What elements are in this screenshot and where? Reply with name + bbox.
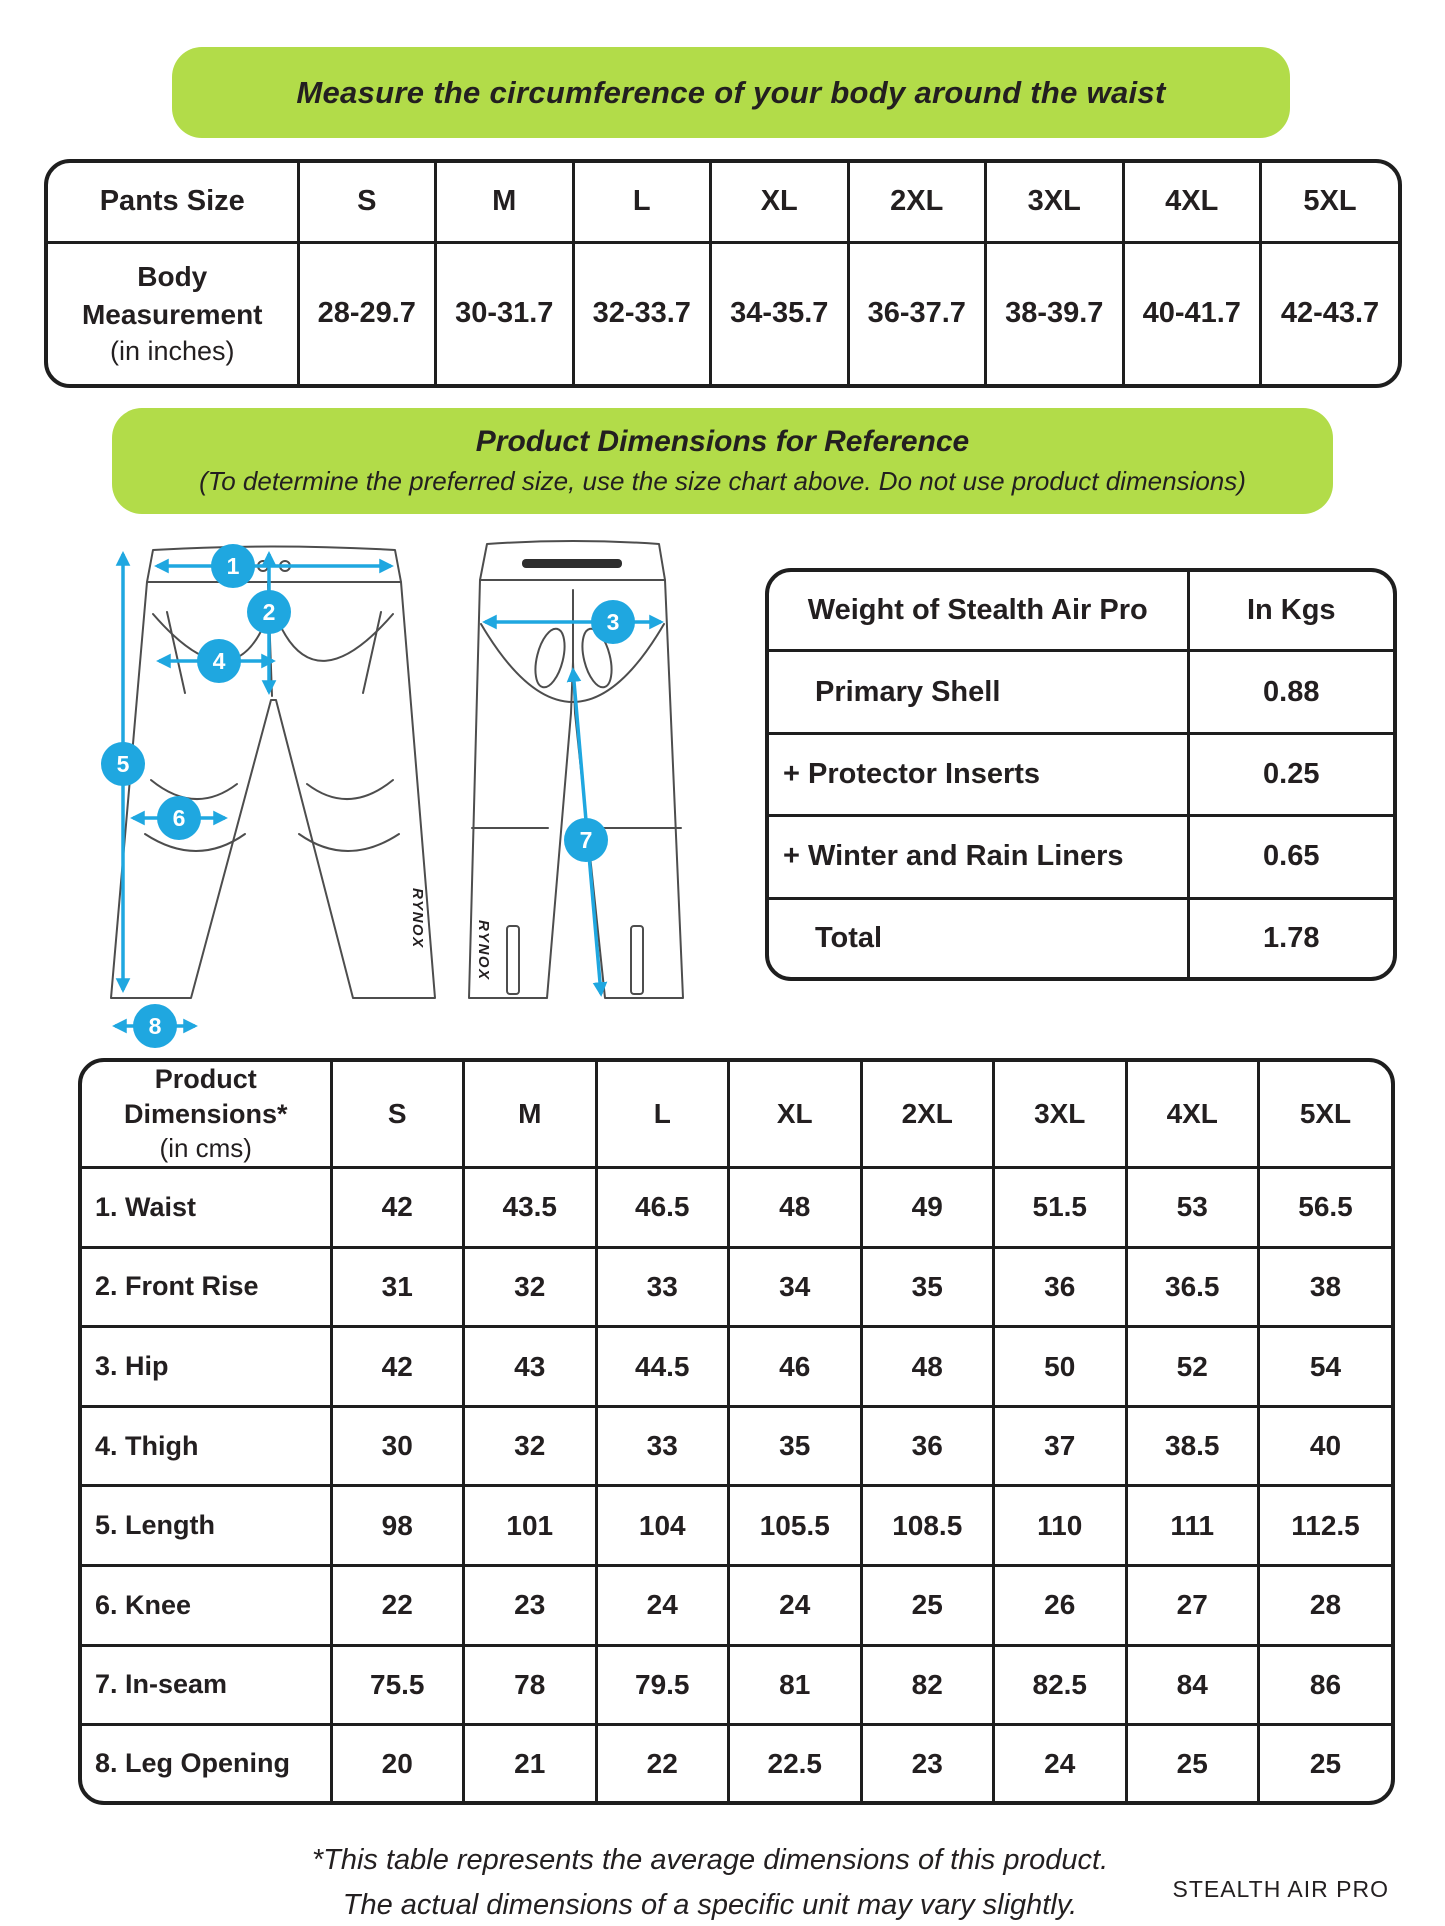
weight-row-label: + Winter and Rain Liners (769, 816, 1188, 898)
marker-4-number: 4 (212, 648, 226, 674)
dimension-value: 105.5 (729, 1486, 862, 1566)
size-column-header: 3XL (986, 163, 1124, 242)
weight-row-label: Total (769, 898, 1188, 977)
size-column-header: XL (711, 163, 849, 242)
dimension-row (82, 1406, 1391, 1486)
product-dimensions-banner (112, 408, 1333, 514)
marker-6-number: 6 (172, 805, 186, 831)
dimension-value: 53 (1126, 1167, 1259, 1247)
dimensions-header-row (82, 1062, 1391, 1167)
dimension-value: 42 (331, 1327, 464, 1407)
dimension-row-label: 7. In-seam (82, 1645, 331, 1725)
dimension-value: 112.5 (1259, 1486, 1392, 1566)
size-column-header: 2XL (848, 163, 986, 242)
dimension-value: 56.5 (1259, 1167, 1392, 1247)
dimension-value: 37 (994, 1406, 1127, 1486)
dimension-value: 32 (464, 1406, 597, 1486)
weight-header-row (769, 572, 1393, 651)
dimension-row-label: 6. Knee (82, 1566, 331, 1646)
body-measurement-label (48, 242, 298, 384)
dimension-value: 34 (729, 1247, 862, 1327)
body-measurement-label-line3: (in inches) (109, 336, 235, 367)
dimension-size-header: L (596, 1062, 729, 1167)
dimension-row-label: 3. Hip (82, 1327, 331, 1407)
dimension-value: 35 (861, 1247, 994, 1327)
weight-row-protector-inserts (769, 733, 1393, 815)
rynox-logo-front: RYNOX (409, 888, 426, 949)
size-column-header: M (436, 163, 574, 242)
measure-marker-5 (101, 742, 145, 786)
back-measure-arrows (485, 622, 661, 994)
weight-row-winter-rain-liners (769, 816, 1393, 898)
body-measurement-value: 34-35.7 (711, 242, 849, 384)
dimension-value: 81 (729, 1645, 862, 1725)
weight-row-primary-shell (769, 651, 1393, 733)
measure-marker-8 (133, 1004, 177, 1048)
dimension-value: 86 (1259, 1645, 1392, 1725)
dimension-value: 32 (464, 1247, 597, 1327)
dimension-size-header: 2XL (861, 1062, 994, 1167)
dimension-value: 24 (994, 1725, 1127, 1801)
dimension-size-header: 3XL (994, 1062, 1127, 1167)
dimension-value: 21 (464, 1725, 597, 1801)
dimension-value: 78 (464, 1645, 597, 1725)
dimension-value: 50 (994, 1327, 1127, 1407)
dimension-value: 110 (994, 1486, 1127, 1566)
dimension-value: 75.5 (331, 1645, 464, 1725)
marker-3-number: 3 (606, 609, 620, 635)
measure-marker-2 (247, 590, 291, 634)
weight-row-value: 0.65 (1188, 816, 1393, 898)
weight-row-total (769, 898, 1393, 977)
weight-row-label: + Protector Inserts (769, 733, 1188, 815)
dimension-row-label: 4. Thigh (82, 1406, 331, 1486)
dimension-value: 111 (1126, 1486, 1259, 1566)
dimension-value: 52 (1126, 1327, 1259, 1407)
dimension-value: 40 (1259, 1406, 1392, 1486)
dimension-size-header: 5XL (1259, 1062, 1392, 1167)
body-measurement-value: 38-39.7 (986, 242, 1124, 384)
rynox-logo-back: RYNOX (475, 920, 492, 981)
marker-1-number: 1 (226, 553, 240, 579)
weight-row-value: 0.88 (1188, 651, 1393, 733)
dimension-value: 98 (331, 1486, 464, 1566)
dimensions-header-line1: Product Dimensions* (123, 1064, 288, 1130)
size-column-header: 5XL (1261, 163, 1399, 242)
measure-marker-7 (564, 818, 608, 862)
product-dimensions-subtitle: (To determine the preferred size, use the size chart above. Do not use product dimensions) (199, 466, 1246, 496)
dimension-value: 42 (331, 1167, 464, 1247)
dimension-value: 24 (729, 1566, 862, 1646)
marker-8-number: 8 (148, 1013, 162, 1039)
weight-header-unit: In Kgs (1188, 572, 1393, 651)
weight-row-value: 0.25 (1188, 733, 1393, 815)
weight-table (765, 568, 1397, 981)
product-dimensions-title: Product Dimensions for Reference (475, 425, 970, 458)
dimension-value: 24 (596, 1566, 729, 1646)
body-measurement-value: 36-37.7 (848, 242, 986, 384)
size-column-header: 4XL (1123, 163, 1261, 242)
dimension-value: 48 (861, 1327, 994, 1407)
dimension-size-header: M (464, 1062, 597, 1167)
dimension-value: 22 (596, 1725, 729, 1801)
dimension-value: 46 (729, 1327, 862, 1407)
dimension-value: 36.5 (1126, 1247, 1259, 1327)
dimension-value: 79.5 (596, 1645, 729, 1725)
dimension-row (82, 1247, 1391, 1327)
measure-instruction-text: Measure the circumference of your body around the waist (296, 74, 1166, 110)
dimension-value: 82 (861, 1645, 994, 1725)
dimension-value: 25 (861, 1566, 994, 1646)
body-measurement-label-line2: Measurement (81, 298, 263, 330)
dimension-value: 51.5 (994, 1167, 1127, 1247)
dimension-value: 49 (861, 1167, 994, 1247)
dimension-value: 46.5 (596, 1167, 729, 1247)
dimension-value: 48 (729, 1167, 862, 1247)
dimension-value: 43 (464, 1327, 597, 1407)
dimension-value: 33 (596, 1247, 729, 1327)
measure-instruction-banner (172, 47, 1290, 138)
dimension-value: 28 (1259, 1566, 1392, 1646)
footer-note-line1: *This table represents the average dimensions of this product. (311, 1844, 1109, 1876)
measure-marker-6 (157, 796, 201, 840)
dimension-value: 54 (1259, 1327, 1392, 1407)
marker-5-number: 5 (116, 751, 130, 777)
dimension-row-label: 1. Waist (82, 1167, 331, 1247)
dimension-value: 82.5 (994, 1645, 1127, 1725)
weight-header-label: Weight of Stealth Air Pro (769, 572, 1188, 651)
pants-back-diagram (455, 528, 750, 1052)
dimension-value: 20 (331, 1725, 464, 1801)
marker-7-number: 7 (579, 827, 593, 853)
size-column-header: L (573, 163, 711, 242)
dimension-value: 44.5 (596, 1327, 729, 1407)
body-measurement-value: 42-43.7 (1261, 242, 1399, 384)
dimension-value: 43.5 (464, 1167, 597, 1247)
measure-marker-4 (197, 639, 241, 683)
dimension-row-label: 2. Front Rise (82, 1247, 331, 1327)
dimension-value: 38 (1259, 1247, 1392, 1327)
dimension-row (82, 1725, 1391, 1801)
dimension-row (82, 1566, 1391, 1646)
dimension-value: 36 (994, 1247, 1127, 1327)
dimension-size-header: 4XL (1126, 1062, 1259, 1167)
size-chart-header-row (48, 163, 1398, 242)
dimension-row-label: 8. Leg Opening (82, 1725, 331, 1801)
dimension-value: 31 (331, 1247, 464, 1327)
measure-marker-3 (591, 600, 635, 644)
pants-size-header: Pants Size (48, 163, 298, 242)
dimension-value: 35 (729, 1406, 862, 1486)
dimension-value: 22.5 (729, 1725, 862, 1801)
dimension-size-header: S (331, 1062, 464, 1167)
body-measurement-value: 32-33.7 (573, 242, 711, 384)
pants-front-diagram (95, 528, 445, 1052)
footer-note-line2: The actual dimensions of a specific unit may vary slightly. (342, 1888, 1078, 1921)
dimension-value: 26 (994, 1566, 1127, 1646)
product-name: STEALTH AIR PRO (1172, 1876, 1389, 1902)
dimension-row (82, 1645, 1391, 1725)
dimension-value: 38.5 (1126, 1406, 1259, 1486)
dimension-value: 84 (1126, 1645, 1259, 1725)
dimension-value: 108.5 (861, 1486, 994, 1566)
measure-marker-1 (211, 544, 255, 588)
dimension-value: 101 (464, 1486, 597, 1566)
body-measurement-label-line1: Body (137, 260, 208, 292)
body-measurement-row (48, 242, 1398, 384)
dimension-value: 104 (596, 1486, 729, 1566)
dimensions-header-label (82, 1062, 331, 1167)
dimension-value: 23 (464, 1566, 597, 1646)
pants-back-outline (469, 541, 683, 998)
dimension-row (82, 1327, 1391, 1407)
body-size-chart-table (44, 159, 1402, 388)
dimension-value: 27 (1126, 1566, 1259, 1646)
marker-2-number: 2 (262, 599, 276, 625)
dimension-value: 22 (331, 1566, 464, 1646)
dimension-size-header: XL (729, 1062, 862, 1167)
body-measurement-value: 40-41.7 (1123, 242, 1261, 384)
dimension-row-label: 5. Length (82, 1486, 331, 1566)
dimension-value: 33 (596, 1406, 729, 1486)
dimension-value: 25 (1126, 1725, 1259, 1801)
dimension-value: 30 (331, 1406, 464, 1486)
product-dimensions-table (78, 1058, 1395, 1805)
weight-row-label: Primary Shell (769, 651, 1188, 733)
dimensions-header-line2: (in cms) (159, 1133, 252, 1164)
size-column-header: S (298, 163, 436, 242)
dimension-value: 23 (861, 1725, 994, 1801)
dimension-row (82, 1167, 1391, 1247)
weight-row-value: 1.78 (1188, 898, 1393, 977)
body-measurement-value: 30-31.7 (436, 242, 574, 384)
dimension-value: 36 (861, 1406, 994, 1486)
dimension-value: 25 (1259, 1725, 1392, 1801)
dimension-row (82, 1486, 1391, 1566)
body-measurement-value: 28-29.7 (298, 242, 436, 384)
